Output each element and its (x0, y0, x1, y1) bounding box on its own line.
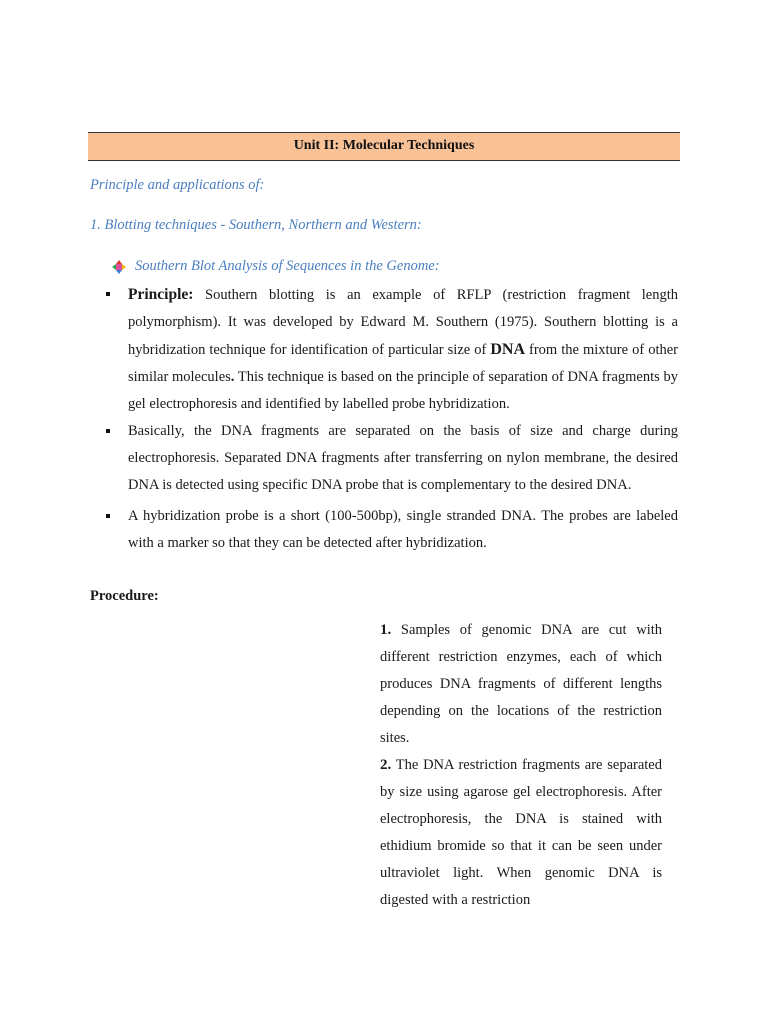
blotting-heading: 1. Blotting techniques - Southern, Northern and Western: (90, 217, 422, 233)
dna-bold-term: DNA (490, 341, 525, 358)
bullet-text: Southern blotting is an example of RFLP (restriction fragment length polymorphism). It was developed by Edward M. Southern (1975). Southern blotting is a hybridization technique for identification of particular size of (128, 287, 678, 358)
southern-blot-subheading (112, 258, 440, 275)
procedure-heading: Procedure: (90, 588, 159, 604)
procedure-steps (380, 617, 662, 914)
bullet-square-icon (106, 514, 110, 518)
procedure-step (380, 752, 662, 914)
list-item (106, 503, 678, 557)
bullet-text: from the mixture of other similar molecules (128, 342, 678, 385)
subheading-text: Southern Blot Analysis of Sequences in the Genome: (135, 258, 440, 274)
bullet-square-icon (106, 292, 110, 296)
principle-bullet-list (106, 281, 678, 557)
step-number: 1. (380, 622, 392, 638)
step-number: 2. (380, 757, 392, 773)
bullet-text: This technique is based on the principle of separation of DNA fragments by gel electrophoresis and identified by labelled probe hybridization. (128, 369, 679, 412)
principle-heading: Principle and applications of: (90, 177, 265, 193)
bullet-text: A hybridization probe is a short (100-500bp), single stranded DNA. The probes are labeled with a marker so that they can be detected after hybridization. (128, 508, 678, 551)
bullet-square-icon (106, 429, 110, 433)
list-item (106, 418, 678, 499)
bold-period: . (230, 369, 235, 385)
principle-lead: Principle: (128, 286, 194, 303)
procedure-step (380, 617, 662, 752)
bullet-text: Basically, the DNA fragments are separated on the basis of size and charge during electrophoresis. Separated DNA fragments after transferring on nylon membrane, the desired DNA is detected using specific DNA probe that is complementary to the desired DNA. (128, 423, 678, 493)
step-text: Samples of genomic DNA are cut with different restriction enzymes, each of which produces DNA fragments of different lengths depending on the locations of the restriction sites. (380, 622, 662, 746)
step-text: The DNA restriction fragments are separated by size using agarose gel electrophoresis. After electrophoresis, the DNA is stained with ethidium bromide so that it can be seen under ultraviolet light. When genomic DNA is digested with a restriction (380, 757, 662, 908)
list-item (106, 281, 678, 418)
four-color-arrow-icon (112, 260, 126, 274)
unit-title-banner: Unit II: Molecular Techniques (88, 132, 680, 161)
